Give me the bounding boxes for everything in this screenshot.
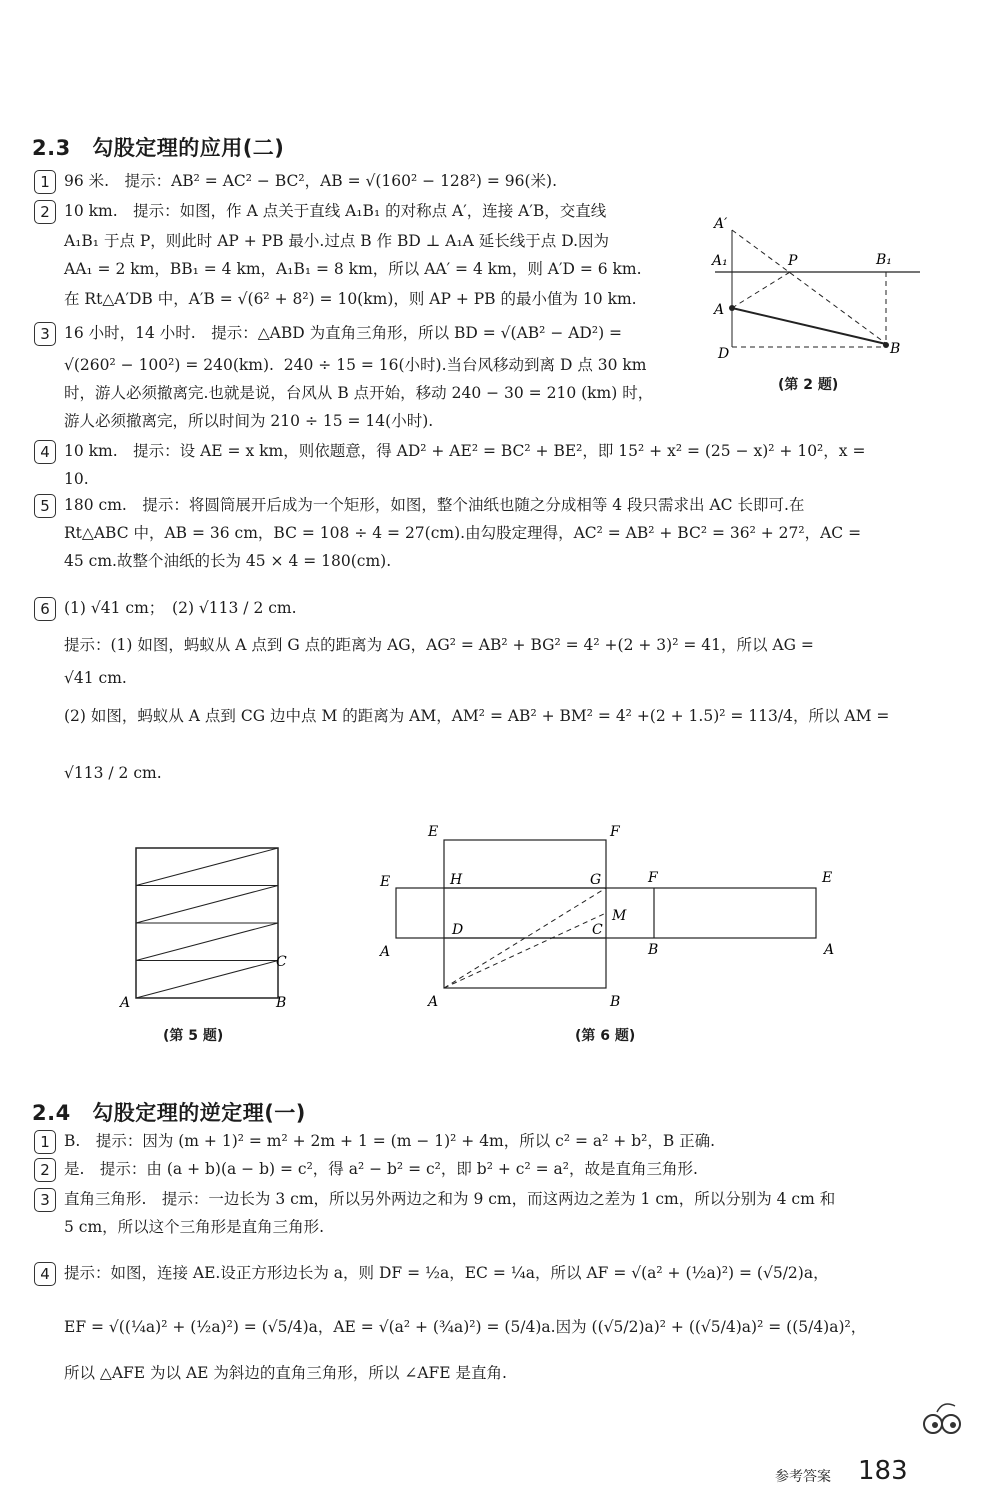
figure-6-diagram: [370, 818, 850, 1018]
answer-line: (1) √41 cm； (2) √113 / 2 cm.: [64, 599, 297, 617]
bottom-face: [444, 938, 606, 988]
diagonal-line: [136, 961, 278, 999]
answer-line: EF = √((¼a)² + (½a)²) = (√5/4)a，AE = √(a² + (¾a)²) = (5/4)a.因为 ((√5/2)a)² + ((√5/4)a)² = ((5/4)a)²，: [64, 1318, 867, 1336]
cartoon-mascot-icon: [915, 1398, 975, 1438]
answer-line: 180 cm. 提示：将圆筒展开后成为一个矩形，如图，整个油纸也随之分成相等 4 段只需求出 AC 长即可.在: [64, 496, 805, 514]
answer-line: 直角三角形. 提示：一边长为 3 cm，所以另外两边之和为 9 cm，而这两边之差为 1 cm，所以分别为 4 cm 和: [64, 1190, 836, 1208]
dashed-am: [444, 913, 606, 988]
item-number: 1: [34, 1130, 56, 1154]
label-b: B: [610, 994, 621, 1010]
figure-5-caption: (第 5 题): [163, 1028, 224, 1044]
answer-line: 96 米. 提示：AB² = AC² − BC²，AB = √(160² − 128²) = 96(米).: [64, 172, 557, 190]
diagonal-line: [136, 848, 278, 886]
label-c: C: [592, 922, 603, 938]
label-c: C: [276, 954, 287, 970]
item-number: 5: [34, 494, 56, 518]
answer-line: 时，游人必须撤离完.也就是说，台风从 B 点开始，移动 240 − 30 = 210 (km) 时，: [64, 384, 654, 402]
top-face: [444, 840, 606, 888]
item-number: 6: [34, 597, 56, 621]
label-d: D: [452, 922, 464, 938]
item-number: 1: [34, 170, 56, 194]
label-m: M: [612, 908, 627, 924]
answer-line: A₁B₁ 于点 P，则此时 AP + PB 最小.过点 B 作 BD ⊥ A₁A 延长线于点 D.因为: [64, 232, 610, 250]
figure-2-caption: (第 2 题): [778, 377, 839, 393]
item-number: 4: [34, 1262, 56, 1286]
figure-2-diagram: [700, 210, 930, 400]
answer-line: 10 km. 提示：如图，作 A 点关于直线 A₁B₁ 的对称点 A′，连接 A′B，交直线: [64, 202, 607, 220]
line-a-p: [732, 272, 790, 308]
item-number: 2: [34, 200, 56, 224]
label-a: A: [824, 942, 835, 958]
figure-6-caption: (第 6 题): [575, 1028, 636, 1044]
answer-line: 45 cm.故整个油纸的长为 45 × 4 = 180(cm).: [64, 552, 392, 570]
answer-line: 提示：(1) 如图，蚂蚁从 A 点到 G 点的距离为 AG，AG² = AB² + BG² = 4² +(2 + 3)² = 41，所以 AG =: [64, 636, 814, 654]
label-b: B: [276, 995, 287, 1011]
figure-5-diagram: [110, 840, 300, 1020]
answer-line: B. 提示：因为 (m + 1)² = m² + 2m + 1 = (m − 1)² + 4m，所以 c² = a² + b²，B 正确.: [64, 1132, 716, 1150]
answer-line: 10 km. 提示：设 AE = x km，则依题意，得 AD² + AE² = BC² + BE²，即 15² + x² = (25 − x)² + 10²，x =: [64, 442, 866, 460]
answer-line: 10.: [64, 470, 89, 488]
item-number: 3: [34, 1188, 56, 1212]
answer-line: 提示：如图，连接 AE.设正方形边长为 a，则 DF = ½a，EC = ¼a，所以 AF = √(a² + (½a)²) = (√5/2)a，: [64, 1264, 829, 1282]
label-a-prime: A′: [714, 216, 728, 232]
label-h: H: [450, 872, 463, 888]
item-number: 2: [34, 1158, 56, 1182]
answer-line: (2) 如图，蚂蚁从 A 点到 CG 边中点 M 的距离为 AM，AM² = AB² + BM² = 4² +(2 + 1.5)² = 113/4，所以 AM =: [64, 707, 890, 725]
diagonal-line: [136, 886, 278, 924]
label-b: B: [890, 341, 901, 357]
label-p: P: [788, 253, 798, 269]
answer-line: 16 小时，14 小时. 提示：△ABD 为直角三角形，所以 BD = √(AB² − AD²) =: [64, 324, 623, 342]
label-e: E: [822, 870, 833, 886]
label-a1: A₁: [712, 253, 728, 269]
label-f: F: [648, 870, 658, 886]
label-e: E: [428, 824, 439, 840]
answer-line: 所以 △AFE 为以 AE 为斜边的直角三角形，所以 ∠AFE 是直角.: [64, 1364, 507, 1382]
label-a: A: [120, 995, 131, 1011]
answer-line: 5 cm，所以这个三角形是直角三角形.: [64, 1218, 325, 1236]
answer-line: Rt△ABC 中，AB = 36 cm，BC = 108 ÷ 4 = 27(cm).由勾股定理得，AC² = AB² + BC² = 36² + 27²，AC =: [64, 524, 862, 542]
label-d: D: [718, 346, 730, 362]
label-b1: B₁: [876, 252, 892, 268]
diagonal-line: [136, 923, 278, 961]
label-b: B: [648, 942, 659, 958]
section-title-2-3: 2.3 勾股定理的应用(二): [32, 136, 285, 160]
page-number: 183: [858, 1456, 908, 1486]
item-number: 4: [34, 440, 56, 464]
answer-line: √41 cm.: [64, 669, 127, 687]
label-g: G: [590, 872, 602, 888]
point-a: [729, 305, 735, 311]
answer-line: AA₁ = 2 km，BB₁ = 4 km，A₁B₁ = 8 km，所以 AA′ = 4 km，则 A′D = 6 km.: [64, 260, 642, 278]
footer-label: 参考答案: [775, 1469, 831, 1485]
label-e: E: [380, 874, 391, 890]
answer-line: √(260² − 100²) = 240(km). 240 ÷ 15 = 16(小时).当台风移动到离 D 点 30 km: [64, 356, 647, 374]
answer-line: √113 / 2 cm.: [64, 764, 162, 782]
answer-line: 是. 提示：由 (a + b)(a − b) = c²，得 a² − b² = c²，即 b² + c² = a²，故是直角三角形.: [64, 1160, 698, 1178]
section-title-2-4: 2.4 勾股定理的逆定理(一): [32, 1101, 306, 1125]
label-a: A: [714, 302, 725, 318]
point-b: [883, 342, 889, 348]
label-a: A: [380, 944, 391, 960]
item-number: 3: [34, 322, 56, 346]
line-a-prime-b: [732, 230, 888, 345]
answer-line: 游人必须撤离完，所以时间为 210 ÷ 15 = 14(小时).: [64, 412, 434, 430]
answer-line: 在 Rt△A′DB 中，A′B = √(6² + 8²) = 10(km)，则 AP + PB 的最小值为 10 km.: [64, 290, 637, 308]
label-f: F: [610, 824, 620, 840]
label-a: A: [428, 994, 439, 1010]
